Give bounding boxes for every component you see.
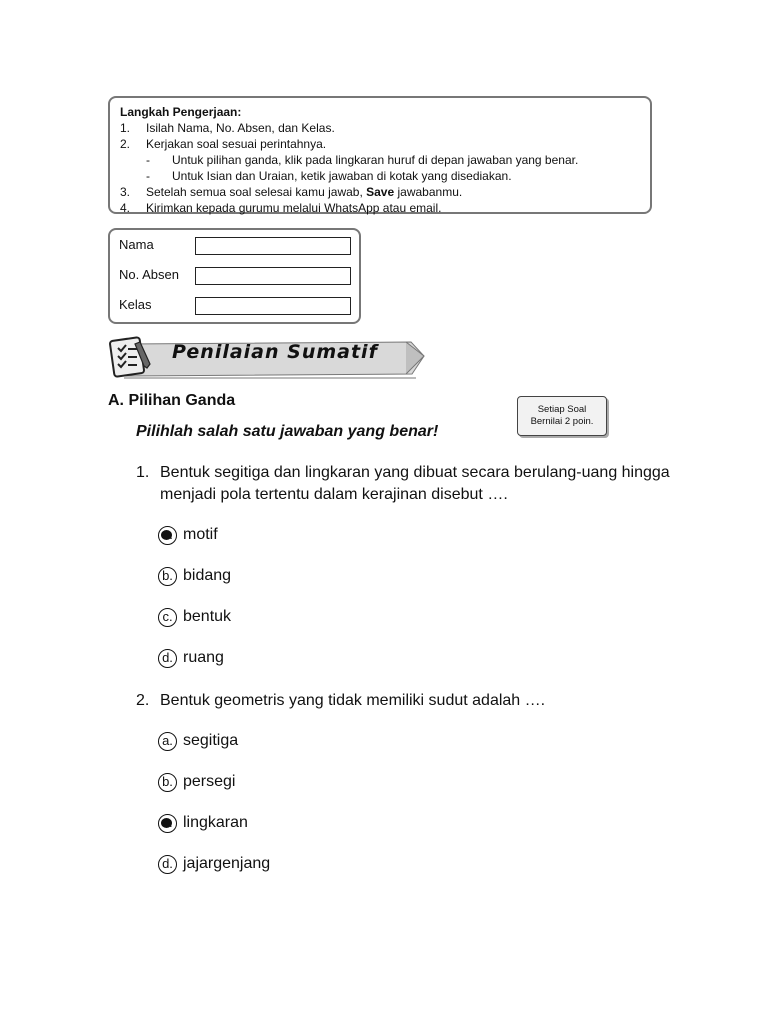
q1-option-d[interactable]: d. ruang: [158, 647, 224, 669]
instruction-step-4: 4. Kirimkan kepada gurumu melalui WhatsApp atau email.: [120, 201, 442, 215]
question-number: 1.: [136, 464, 150, 481]
kelas-field[interactable]: [195, 297, 351, 315]
question-text: Bentuk geometris yang tidak memiliki sudut adalah ….: [160, 692, 546, 709]
q2-option-d[interactable]: d. jajargenjang: [158, 853, 270, 875]
q2-option-b[interactable]: b. persegi: [158, 771, 235, 793]
instruction-step-3: 3. Setelah semua soal selesai kamu jawab, Save jawabanmu.: [120, 185, 463, 199]
checklist-icon: [110, 337, 150, 377]
instruction-substep-2: - Untuk Isian dan Uraian, ketik jawaban di kotak yang disediakan.: [146, 169, 512, 183]
selected-mark-icon: [161, 818, 172, 828]
section-title: A. Pilihan Ganda: [108, 392, 236, 409]
nama-field[interactable]: [195, 237, 351, 255]
section-instruction: Pilihlah salah satu jawaban yang benar!: [136, 423, 439, 440]
kelas-label: Kelas: [119, 297, 152, 312]
answer-bubble[interactable]: d.: [158, 649, 177, 668]
answer-bubble[interactable]: d.: [158, 855, 177, 874]
instructions-title: Langkah Pengerjaan:: [120, 105, 242, 119]
instructions-box: [108, 96, 652, 214]
q1-option-c[interactable]: c. bentuk: [158, 606, 231, 628]
save-keyword: Save: [366, 185, 395, 199]
instruction-step-1: 1. Isilah Nama, No. Absen, dan Kelas.: [120, 121, 335, 135]
answer-bubble-selected[interactable]: [158, 526, 177, 545]
answer-bubble-selected[interactable]: [158, 814, 177, 833]
answer-bubble[interactable]: a.: [158, 732, 177, 751]
answer-bubble[interactable]: c.: [158, 608, 177, 627]
points-badge: Setiap Soal Bernilai 2 poin.: [517, 396, 607, 436]
selected-mark-icon: [161, 530, 172, 540]
absen-field[interactable]: [195, 267, 351, 285]
section-banner: [106, 334, 436, 384]
q1-option-b[interactable]: b. bidang: [158, 565, 231, 587]
instruction-step-2: 2. Kerjakan soal sesuai perintahnya.: [120, 137, 327, 151]
question-number: 2.: [136, 692, 150, 709]
q2-option-a[interactable]: a. segitiga: [158, 730, 238, 752]
absen-label: No. Absen: [119, 267, 179, 282]
banner-title: Penilaian Sumatif: [172, 341, 378, 363]
q2-option-c[interactable]: lingkaran: [158, 812, 248, 834]
identity-box: [108, 228, 361, 324]
answer-bubble[interactable]: b.: [158, 773, 177, 792]
q1-option-a[interactable]: motif: [158, 524, 218, 546]
answer-bubble[interactable]: b.: [158, 567, 177, 586]
nama-label: Nama: [119, 237, 154, 252]
instruction-substep-1: - Untuk pilihan ganda, klik pada lingkaran huruf di depan jawaban yang benar.: [146, 153, 579, 167]
question-text: Bentuk segitiga dan lingkaran yang dibuat secara berulang-uang hingga menjadi pola tertentu dalam kerajinan disebut ….: [160, 464, 670, 503]
